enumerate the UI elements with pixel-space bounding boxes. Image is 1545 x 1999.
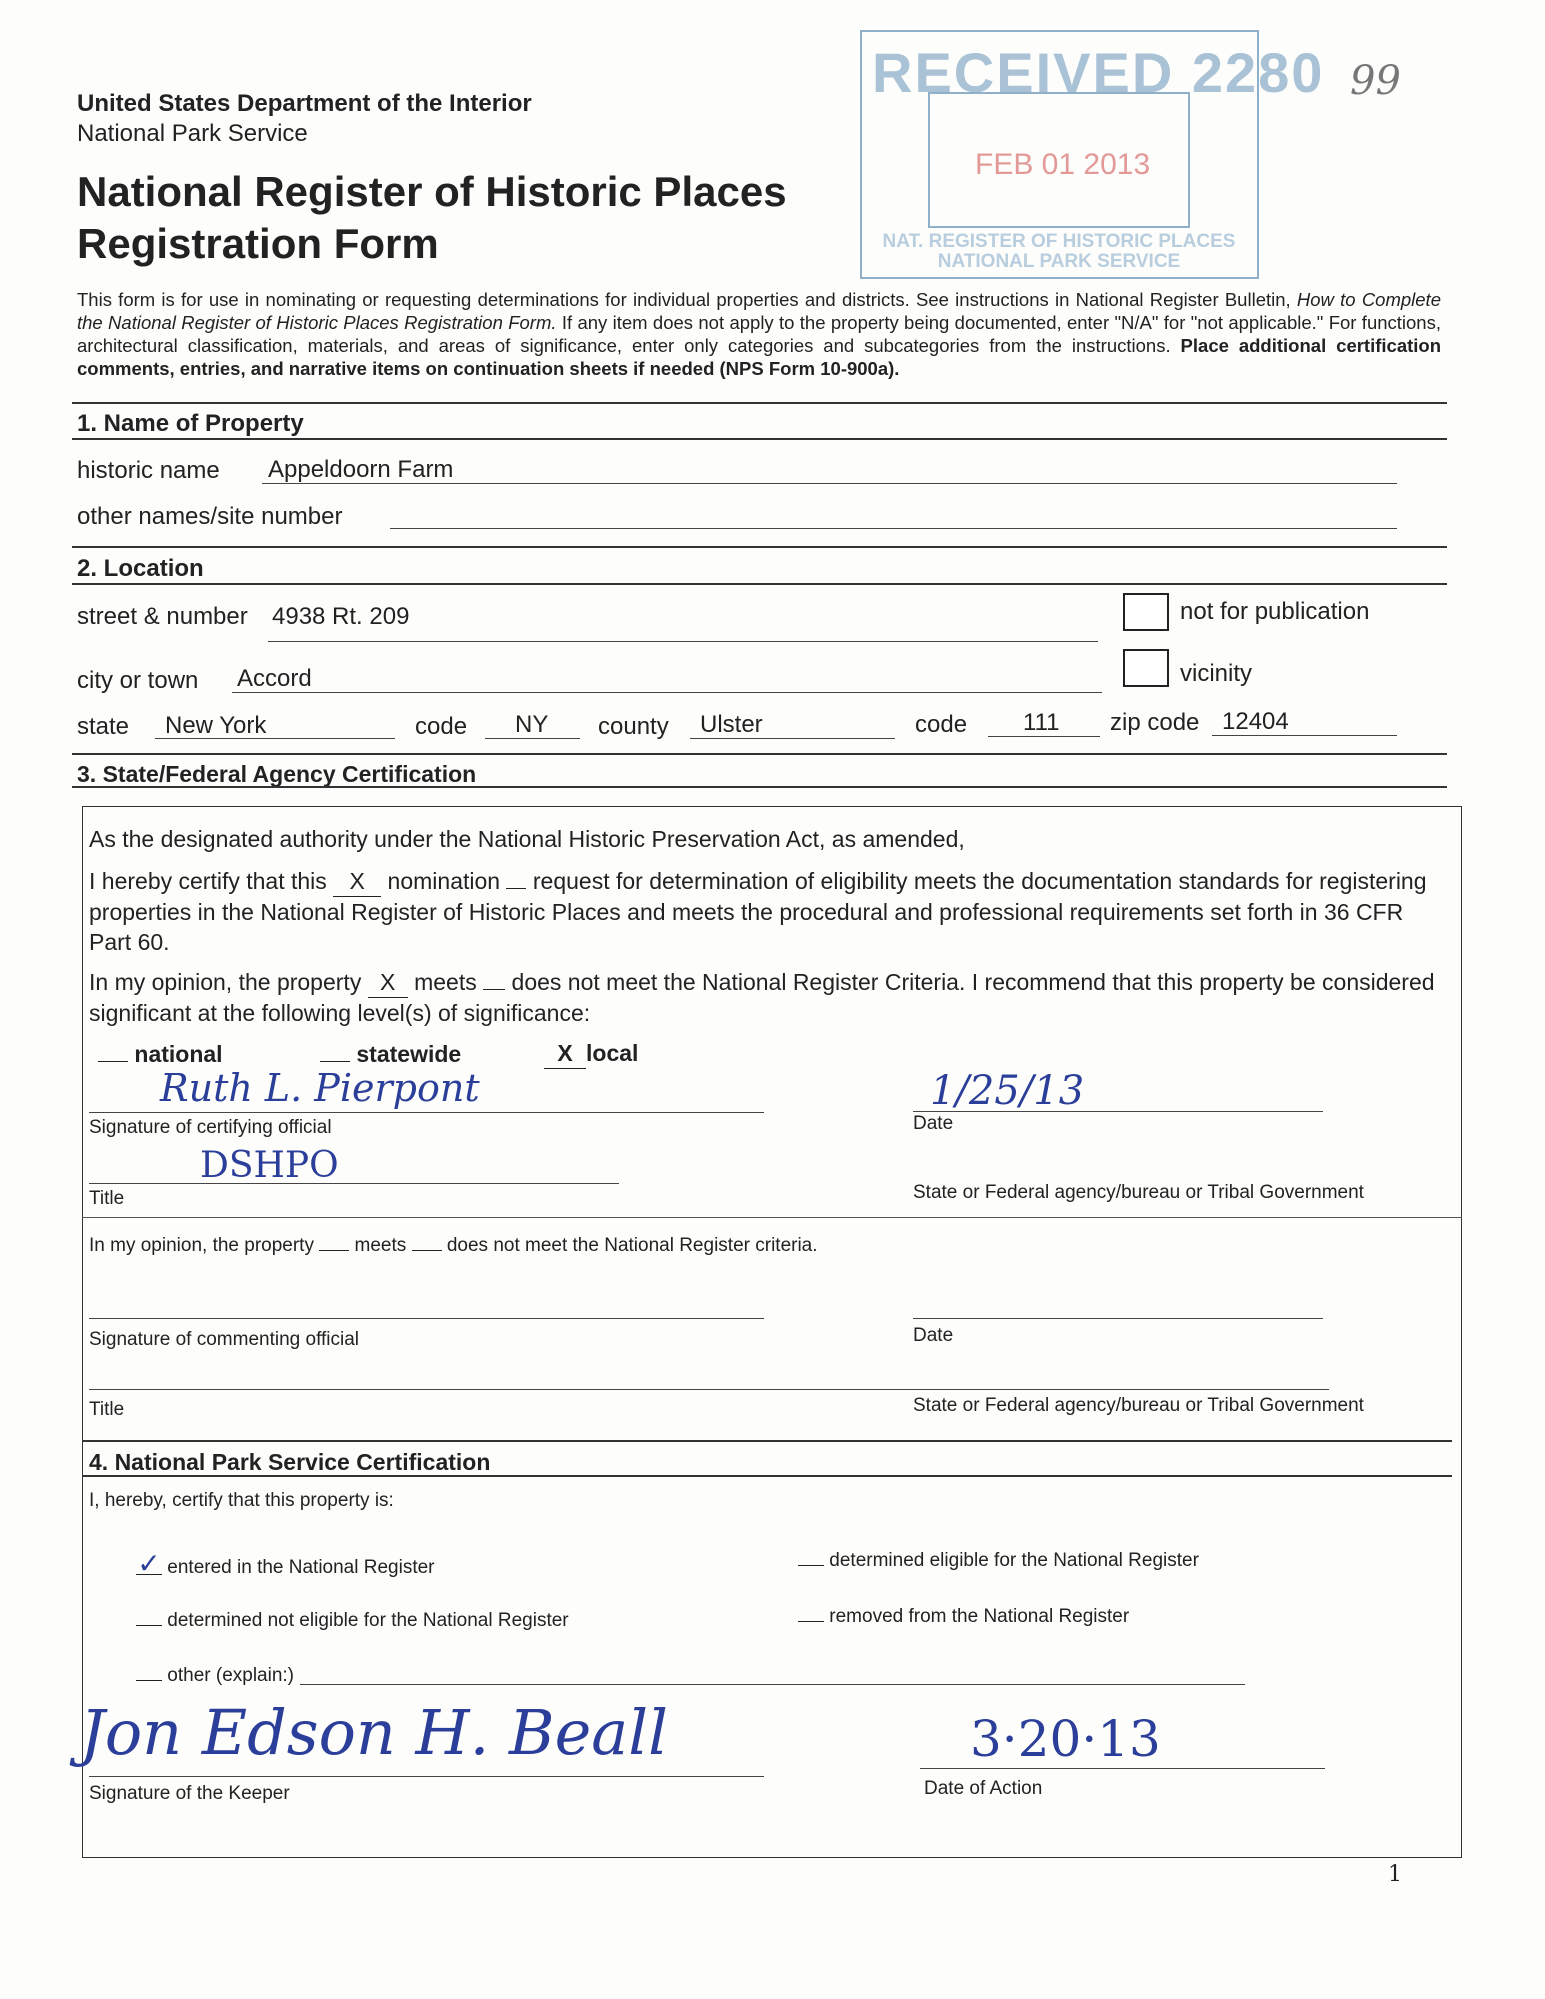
state-code-line [485,738,580,739]
nomination-mark[interactable]: X [333,866,381,897]
other-names-line [390,528,1397,529]
divider [72,438,1447,440]
intro-paragraph: This form is for use in nominating or requesting determinations for individual properties and districts. See instructions in National Register Bulletin, How to Complete the National Register of Historic Places Registration Form. If any item does not apply to the property being documented, enter "N/A" for "not applicable." For functions, architectural classification, materials, and areas of significance, enter only categories and subcategories from the instructions. Place additional certification comments, entries, and narrative items on continuation sheets if needed (NPS Form 10-900a). [77,289,1442,379]
agency-label: State or Federal agency/bureau or Tribal Government [913,1182,1364,1203]
county-value[interactable]: Ulster [700,711,763,738]
entered-option: ✓ entered in the National Register [137,1548,435,1579]
national-mark[interactable] [98,1061,128,1062]
certifying-date: 1/25/13 [930,1068,1085,1114]
not-for-publication-label: not for publication [1180,598,1370,625]
section1-heading: 1. Name of Property [77,410,304,437]
county-line [690,738,895,739]
title-line [89,1183,619,1184]
page-number: 1 [1388,1862,1402,1887]
meets-mark[interactable]: X [368,967,408,998]
not-for-publication-checkbox[interactable] [1123,593,1169,631]
divider [72,753,1447,755]
removed-option: removed from the National Register [798,1606,1129,1628]
certifying-signature: Ruth L. Pierpont [160,1066,480,1110]
request-mark[interactable] [506,888,526,889]
det-eligible-mark[interactable] [798,1565,824,1566]
divider [72,546,1447,548]
county-code-line [988,736,1100,737]
city-value[interactable]: Accord [237,665,312,692]
stamp-received-text: RECEIVED 2280 [872,41,1325,104]
does-not-meet-mark[interactable] [483,989,505,990]
date-line [913,1111,1323,1112]
stamp-date: FEB 01 2013 [975,148,1151,181]
opinion2-text: In my opinion, the property meets does not meet the National Register criteria. [89,1235,818,1256]
opinion2-meets-mark[interactable] [319,1250,349,1251]
city-line [232,692,1102,693]
street-value[interactable]: 4938 Rt. 209 [272,603,410,630]
zip-label: zip code [1110,709,1200,736]
keeper-signature: Jon Edson H. Beall [80,1696,668,1769]
signature-line [89,1112,764,1113]
removed-mark[interactable] [798,1621,824,1622]
opinion2-does-not-meet-mark[interactable] [412,1250,442,1251]
divider [72,786,1447,788]
vicinity-label: vicinity [1180,660,1253,687]
street-line [268,641,1098,642]
level-national: national [98,1039,223,1069]
historic-name-line [262,483,1397,484]
other-option: other (explain:) [136,1665,294,1687]
state-code-label: code [415,713,468,740]
other-mark[interactable] [136,1680,162,1681]
opinion-paragraph: In my opinion, the property X meets does not meet the National Register Criteria. I recommend that this property be considered significant at the following level(s) of significance: [89,969,1435,1026]
certify-paragraph: I hereby certify that this X nomination request for determination of eligibility meets the documentation standards for registering properties in the National Register of Historic Places and meets the procedural and professional requirements set forth in 36 CFR Part 60. [89,868,1427,955]
service-name: National Park Service [77,120,308,147]
section4-heading: 4. National Park Service Certification [89,1449,491,1475]
section2-heading: 2. Location [77,555,204,582]
signature-label: Signature of certifying official [89,1117,332,1138]
det-not-eligible-mark[interactable] [136,1625,162,1626]
det-eligible-option: determined eligible for the National Register [798,1550,1199,1572]
divider [72,402,1447,404]
commenting-date-line [913,1318,1323,1319]
state-label: state [77,713,130,740]
commenting-date-label: Date [913,1325,954,1346]
commenting-title-label: Title [89,1399,125,1420]
certifying-title: DSHPO [200,1145,339,1186]
det-not-eligible-option: determined not eligible for the National Register [136,1610,569,1632]
stamp-footer: NAT. REGISTER OF HISTORIC PLACES NATIONAL PARK SERVICE [882,231,1236,272]
local-mark[interactable]: X [544,1038,586,1069]
commenting-signature-line [89,1318,764,1319]
city-label: city or town [77,667,199,694]
action-date-line [920,1768,1325,1769]
other-names-label: other names/site number [77,503,343,530]
state-line [155,738,395,739]
date-label: Date [913,1113,954,1134]
county-code-label: code [915,711,968,738]
historic-name-value[interactable]: Appeldoorn Farm [268,456,454,483]
state-value[interactable]: New York [165,712,267,739]
divider [82,1440,1452,1442]
page-mark: 99 [1350,58,1401,104]
zip-line [1212,735,1397,736]
commenting-signature-label: Signature of commenting official [89,1329,360,1350]
action-date: 3·20·13 [970,1710,1161,1768]
keeper-signature-line [89,1776,764,1777]
section3-heading: 3. State/Federal Agency Certification [77,761,477,787]
county-code-value[interactable]: 111 [1023,709,1060,736]
commenting-agency-label: State or Federal agency/bureau or Tribal Government [913,1395,1364,1416]
state-code-value[interactable]: NY [515,711,549,738]
statewide-mark[interactable] [320,1061,350,1062]
level-statewide: statewide [320,1039,461,1069]
historic-name-label: historic name [77,457,220,484]
authority-text: As the designated authority under the National Historic Preservation Act, as amended, [89,826,965,852]
divider [82,1217,1462,1218]
action-date-label: Date of Action [924,1778,1043,1799]
entered-mark[interactable]: ✓ [137,1548,161,1579]
county-label: county [598,713,669,740]
divider [72,583,1447,585]
commenting-title-line [89,1389,1329,1390]
vicinity-checkbox[interactable] [1123,649,1169,687]
keeper-signature-label: Signature of the Keeper [89,1783,290,1804]
department-name: United States Department of the Interior [77,90,532,117]
zip-value[interactable]: 12404 [1222,708,1289,735]
divider [82,1475,1452,1477]
form-title-line2: Registration Form [77,220,439,267]
title-label: Title [89,1188,125,1209]
other-explain-line [300,1684,1245,1685]
form-title-line1: National Register of Historic Places [77,168,787,215]
section4-intro: I, hereby, certify that this property is: [89,1490,394,1511]
street-label: street & number [77,603,248,630]
level-local: X local [544,1038,638,1069]
